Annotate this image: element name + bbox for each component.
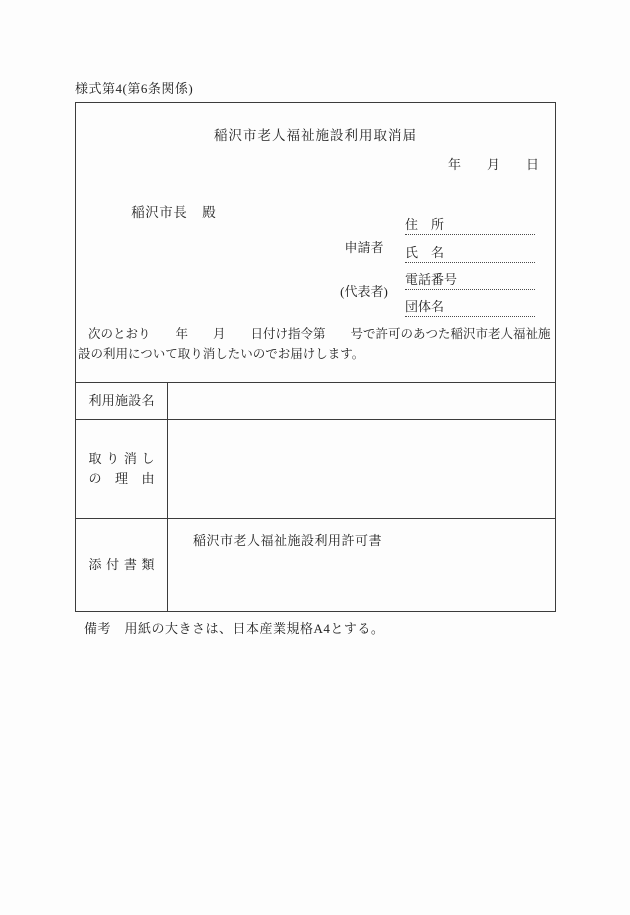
table-row-attached-documents — [76, 519, 555, 611]
form-title: 稲沢市老人福祉施設利用取消届 — [214, 128, 417, 143]
cancellation-reason-label-line2: の理由 — [88, 471, 155, 486]
table-row-cancellation-reason — [76, 420, 555, 519]
organization-name-field: 団体名 — [405, 297, 535, 317]
phone-number-field: 電話番号 — [405, 270, 535, 290]
table-row-facility-name — [76, 383, 555, 420]
cancellation-reason-value-cell — [168, 420, 555, 518]
attached-documents-value-cell — [168, 519, 555, 611]
address-field: 住 所 — [405, 215, 535, 235]
applicant-label — [335, 212, 393, 328]
applicant-label-line2: (代表者) — [340, 283, 388, 299]
applicant-label-line1: 申請者 — [344, 240, 384, 255]
addressee-name: 稲沢市長 — [131, 205, 188, 220]
attached-documents-label: 添付書類 — [88, 557, 155, 572]
addressee-honorific: 殿 — [202, 205, 217, 220]
attached-document-item: 稲沢市老人福祉施設利用許可書 — [193, 533, 383, 548]
attached-documents-label-cell — [76, 519, 168, 611]
form-number: 様式第4(第6条関係) — [75, 81, 194, 96]
facility-name-label-cell — [76, 383, 168, 419]
name-field: 氏 名 — [405, 243, 535, 263]
form-table — [75, 382, 556, 612]
form-border-box — [75, 102, 556, 612]
body-paragraph: 次のとおり 年 月 日付け指令第 号で許可のあつた稲沢市老人福祉施設の利用について取り消したいのでお届けします。 — [78, 327, 551, 361]
addressee-line — [108, 185, 216, 237]
remarks-note: 備考 用紙の大きさは、日本産業規格A4とする。 — [84, 621, 385, 636]
cancellation-reason-label-cell — [76, 420, 168, 518]
facility-name-value-cell — [168, 383, 555, 419]
cancellation-reason-label-line1: 取り消し — [88, 451, 155, 466]
facility-name-label: 利用施設名 — [88, 393, 155, 408]
date-line: 年 月 日 — [447, 157, 539, 172]
